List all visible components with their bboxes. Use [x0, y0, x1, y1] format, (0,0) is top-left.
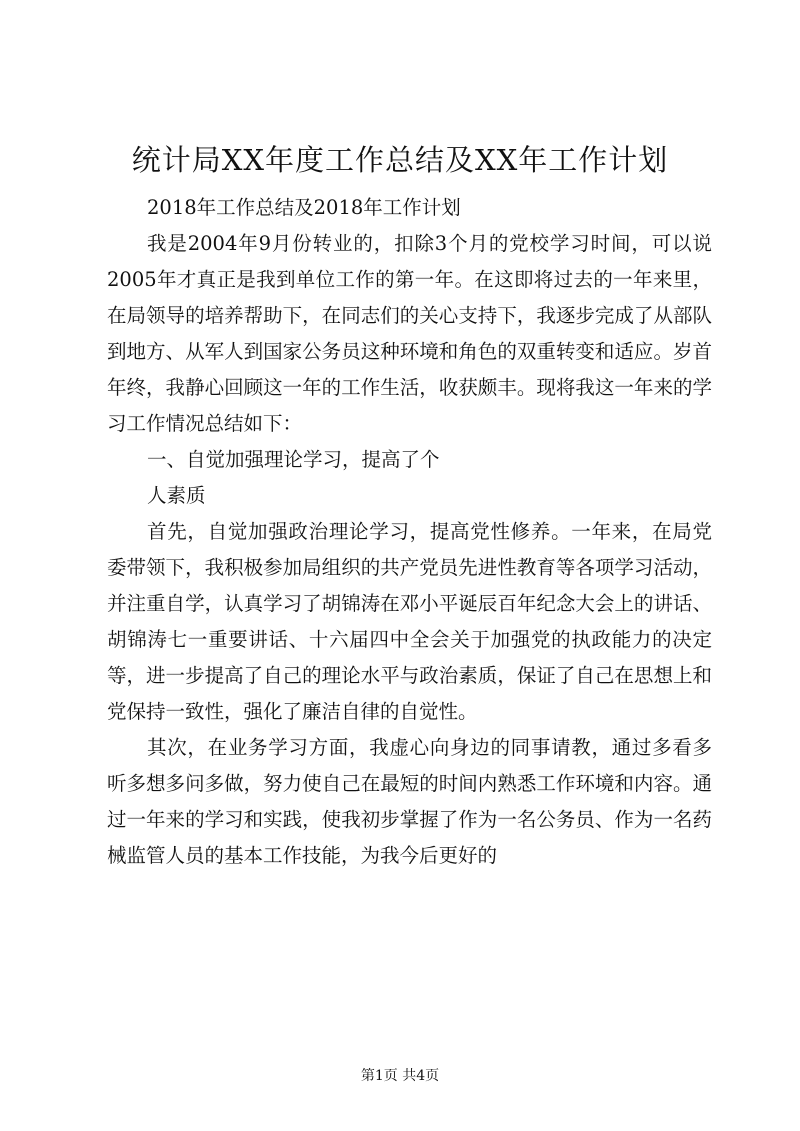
paragraph-subtitle: 2018年工作总结及2018年工作计划 — [147, 196, 461, 219]
paragraph-first: 首先，自觉加强政治理论学习，提高党性修养。一年来，在局党委带领下，我积极参加局组织的共产党员先进性教育等各项学习活动，并注重自学，认真学习了胡锦涛在邓小平诞辰百年纪念大会上的讲话、胡锦涛七一重要讲话、十六届四中全会关于加强党的执政能力的决定等，进一步提高了自己的理论水平与政治素质，保证了自己在思想上和党保持一致性，强化了廉洁自律的自觉性。 — [107, 520, 712, 723]
document-title: 统计局XX年度工作总结及XX年工作计划 — [131, 143, 669, 177]
document-body — [107, 190, 712, 874]
paragraph-intro: 我是2004年9月份转业的，扣除3个月的党校学习时间，可以说2005年才真正是我到单位工作的第一年。在这即将过去的一年来里，在局领导的培养帮助下，在同志们的关心支持下，我逐步完成了从部队到地方、从军人到国家公务员这种环境和角色的双重转变和适应。岁首年终，我静心回顾这一年的工作生活，收获颇丰。现将我这一年来的学习工作情况总结如下： — [107, 232, 712, 435]
section-heading-1-cont: 人素质 — [147, 484, 206, 507]
paragraph-second: 其次，在业务学习方面，我虚心向身边的同事请教，通过多看多听多想多问多做，努力使自己在最短的时间内熟悉工作环境和内容。通过一年来的学习和实践，使我初步掌握了作为一名公务员、作为一名药械监管人员的基本工作技能，为我今后更好的 — [107, 736, 712, 867]
section-heading-1: 一、自觉加强理论学习，提高了个 — [147, 448, 440, 471]
page-footer: 第1页 共4页 — [360, 1068, 440, 1084]
